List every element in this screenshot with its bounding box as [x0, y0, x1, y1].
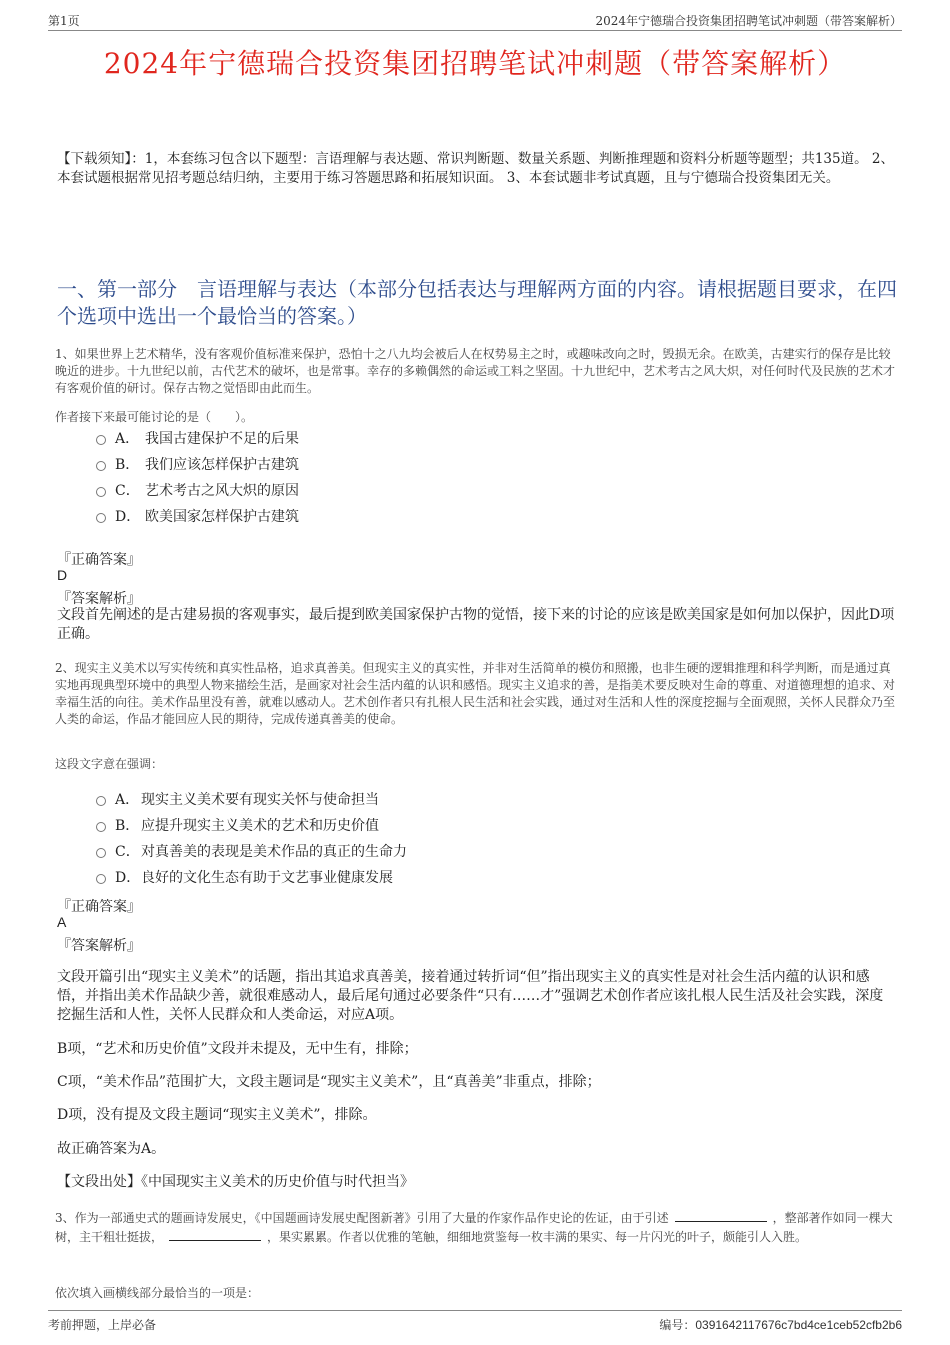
question-2-conclusion: 故正确答案为A。 [57, 1141, 166, 1157]
radio-icon[interactable] [96, 461, 106, 471]
option-text: 良好的文化生态有助于文艺事业健康发展 [141, 870, 393, 886]
option-text: 对真善美的表现是美术作品的真正的生命力 [141, 844, 407, 860]
question-3-text [55, 1209, 897, 1247]
page-header [48, 10, 902, 31]
question-2-analysis-c: C项，“美术作品”范围扩大，文段主题词是“现实主义美术”，且“真善美”非重点，排除； [57, 1074, 601, 1090]
header-doc-title: 2024年宁德瑞合投资集团招聘笔试冲刺题（带答案解析） [595, 14, 902, 28]
question-2-source [57, 1173, 897, 1192]
option-text: 我国古建保护不足的后果 [145, 431, 299, 447]
question-3-text-a: 3、作为一部通史式的题画诗发展史，《中国题画诗发展史配图新著》引用了大量的作家作品作史论的佐证，由于引述 [55, 1211, 669, 1225]
option-letter: D． [115, 509, 141, 525]
footer-code [659, 1316, 902, 1333]
fill-blank-2[interactable] [169, 1228, 261, 1241]
question-1-option-a[interactable] [96, 425, 696, 451]
source-label: 【文段出处】 [57, 1174, 141, 1190]
footer-code-label: 编号： [659, 1318, 696, 1332]
option-letter: D． [115, 870, 141, 886]
radio-icon[interactable] [96, 848, 106, 858]
question-1-option-c[interactable] [96, 477, 696, 503]
question-2-option-c[interactable] [96, 838, 696, 864]
question-2-option-a[interactable] [96, 786, 696, 812]
question-2-analysis-d: D项，没有提及文段主题词“现实主义美术”，排除。 [57, 1107, 377, 1123]
footer-slogan: 考前押题，上岸必备 [48, 1318, 157, 1332]
question-3-text-b: ，整部著作如同一棵大树，主干粗壮挺拔， [55, 1211, 893, 1244]
question-2-analysis-b: B项，“艺术和历史价值”文段并未提及，无中生有，排除； [57, 1041, 418, 1057]
question-2-text: 2、现实主义美术以写实传统和真实性品格，追求真善美。但现实主义的真实性，并非对生活简单的模仿和照搬，也非生硬的逻辑推理和科学判断，而是通过真实地再现典型环境中的典型人物来描绘生活，是画家对社会生活内蕴的认识和感悟。现实主义追求的善，是指美术要反映对生命的尊重、对道德理想的追求、对幸福生活的向往。美术作品里没有善，就难以感动人。艺术创作者只有扎根人民生活和社会实践，通过对生活和人性的深度挖掘与全面观照，关怀人民群众乃至人类的命运，作品才能回应人民的期待，完成传递真善美的使命。 [55, 661, 896, 726]
radio-icon[interactable] [96, 435, 106, 445]
question-1-analysis: 文段首先阐述的是古建易损的客观事实，最后提到欧美国家保护古物的觉悟，接下来的讨论的应该是欧美国家是如何加以保护，因此D项正确。 [57, 607, 895, 642]
option-text: 现实主义美术要有现实关怀与使命担当 [141, 792, 379, 808]
document-title: 2024年宁德瑞合投资集团招聘笔试冲刺题（带答案解析） [103, 47, 847, 80]
option-letter: C． [115, 483, 140, 499]
option-text: 我们应该怎样保护古建筑 [145, 457, 299, 473]
question-2-analysis: 文段开篇引出“现实主义美术”的话题，指出其追求真善美，接着通过转折词“但”指出现实主义的真实性是对社会生活内蕴的认识和感悟，并指出美术作品缺少善，就很难感动人，最后尾句通过必要条件“只有……才”强调艺术创作者应该扎根人民生活及社会实践，深度挖掘生活和人性，关怀人民群众和人类命运，对应A项。 [57, 969, 884, 1023]
question-1-text: 1、如果世界上艺术精华，没有客观价值标准来保护，恐怕十之八九均会被后人在权势易主之时，或趣味改向之时，毁损无余。在欧美，古建实行的保存是比较晚近的进步。十九世纪以前，古代艺术的破坏，也是常事。幸存的多赖偶然的命运或工料之坚固。十九世纪中，艺术考古之风大炽，对任何时代及民族的艺术才有客观价值的研讨。保存古物之觉悟即由此而生。 [55, 347, 896, 395]
question-3-text-c: ，果实累累。作者以优雅的笔触，细细地赏鉴每一枚丰满的果实、每一片闪光的叶子，颇能引人入胜。 [267, 1230, 808, 1244]
question-1-option-d[interactable] [96, 503, 696, 529]
download-notice: 【下载须知】：1，本套练习包含以下题型：言语理解与表达题、常识判断题、数量关系题、判断推理题和资料分析题等题型；共135道。 2、本套试题根据常见招考题总结归纳，主要用于练习答题思路和拓展知识面。 3、本套试题非考试真题，且与宁德瑞合投资集团无关。 [57, 151, 894, 186]
option-text: 艺术考古之风大炽的原因 [145, 483, 299, 499]
option-letter: C． [115, 844, 140, 860]
page-footer [48, 1310, 902, 1331]
question-2-answer: A [57, 914, 67, 930]
option-text: 应提升现实主义美术的艺术和历史价值 [141, 818, 379, 834]
question-2-prompt: 这段文字意在强调： [55, 757, 164, 771]
page-number: 第1页 [48, 14, 80, 28]
question-2-option-b[interactable] [96, 812, 696, 838]
question-1-options [96, 425, 696, 529]
question-2-option-d[interactable] [96, 864, 696, 890]
question-1-option-b[interactable] [96, 451, 696, 477]
question-1-analysis-label: 『答案解析』 [57, 591, 141, 607]
fill-blank-1[interactable] [675, 1209, 767, 1222]
radio-icon[interactable] [96, 796, 106, 806]
question-1-prompt: 作者接下来最可能讨论的是（ ）。 [55, 410, 254, 424]
section-heading: 一、第一部分 言语理解与表达（本部分包括表达与理解两方面的内容。请根据题目要求，在四个选项中选出一个最恰当的答案。） [57, 277, 897, 328]
radio-icon[interactable] [96, 487, 106, 497]
question-3-prompt: 依次填入画横线部分最恰当的一项是： [55, 1286, 260, 1300]
option-letter: B． [115, 818, 140, 834]
option-text: 欧美国家怎样保护古建筑 [145, 509, 299, 525]
question-2-options [96, 786, 696, 890]
question-1-answer: D [57, 567, 68, 583]
question-1-answer-label: 『正确答案』 [57, 552, 141, 568]
question-2-analysis-label: 『答案解析』 [57, 938, 141, 954]
option-letter: A． [115, 431, 140, 447]
source-title: 《中国现实主义美术的历史价值与时代担当》 [141, 1174, 414, 1190]
footer-code-value: 0391642117676c7bd4ce1ceb52cfb2b6 [695, 1318, 902, 1332]
option-letter: B． [115, 457, 140, 473]
option-letter: A． [115, 792, 140, 808]
radio-icon[interactable] [96, 513, 106, 523]
radio-icon[interactable] [96, 874, 106, 884]
radio-icon[interactable] [96, 822, 106, 832]
question-2-answer-label: 『正确答案』 [57, 899, 141, 915]
